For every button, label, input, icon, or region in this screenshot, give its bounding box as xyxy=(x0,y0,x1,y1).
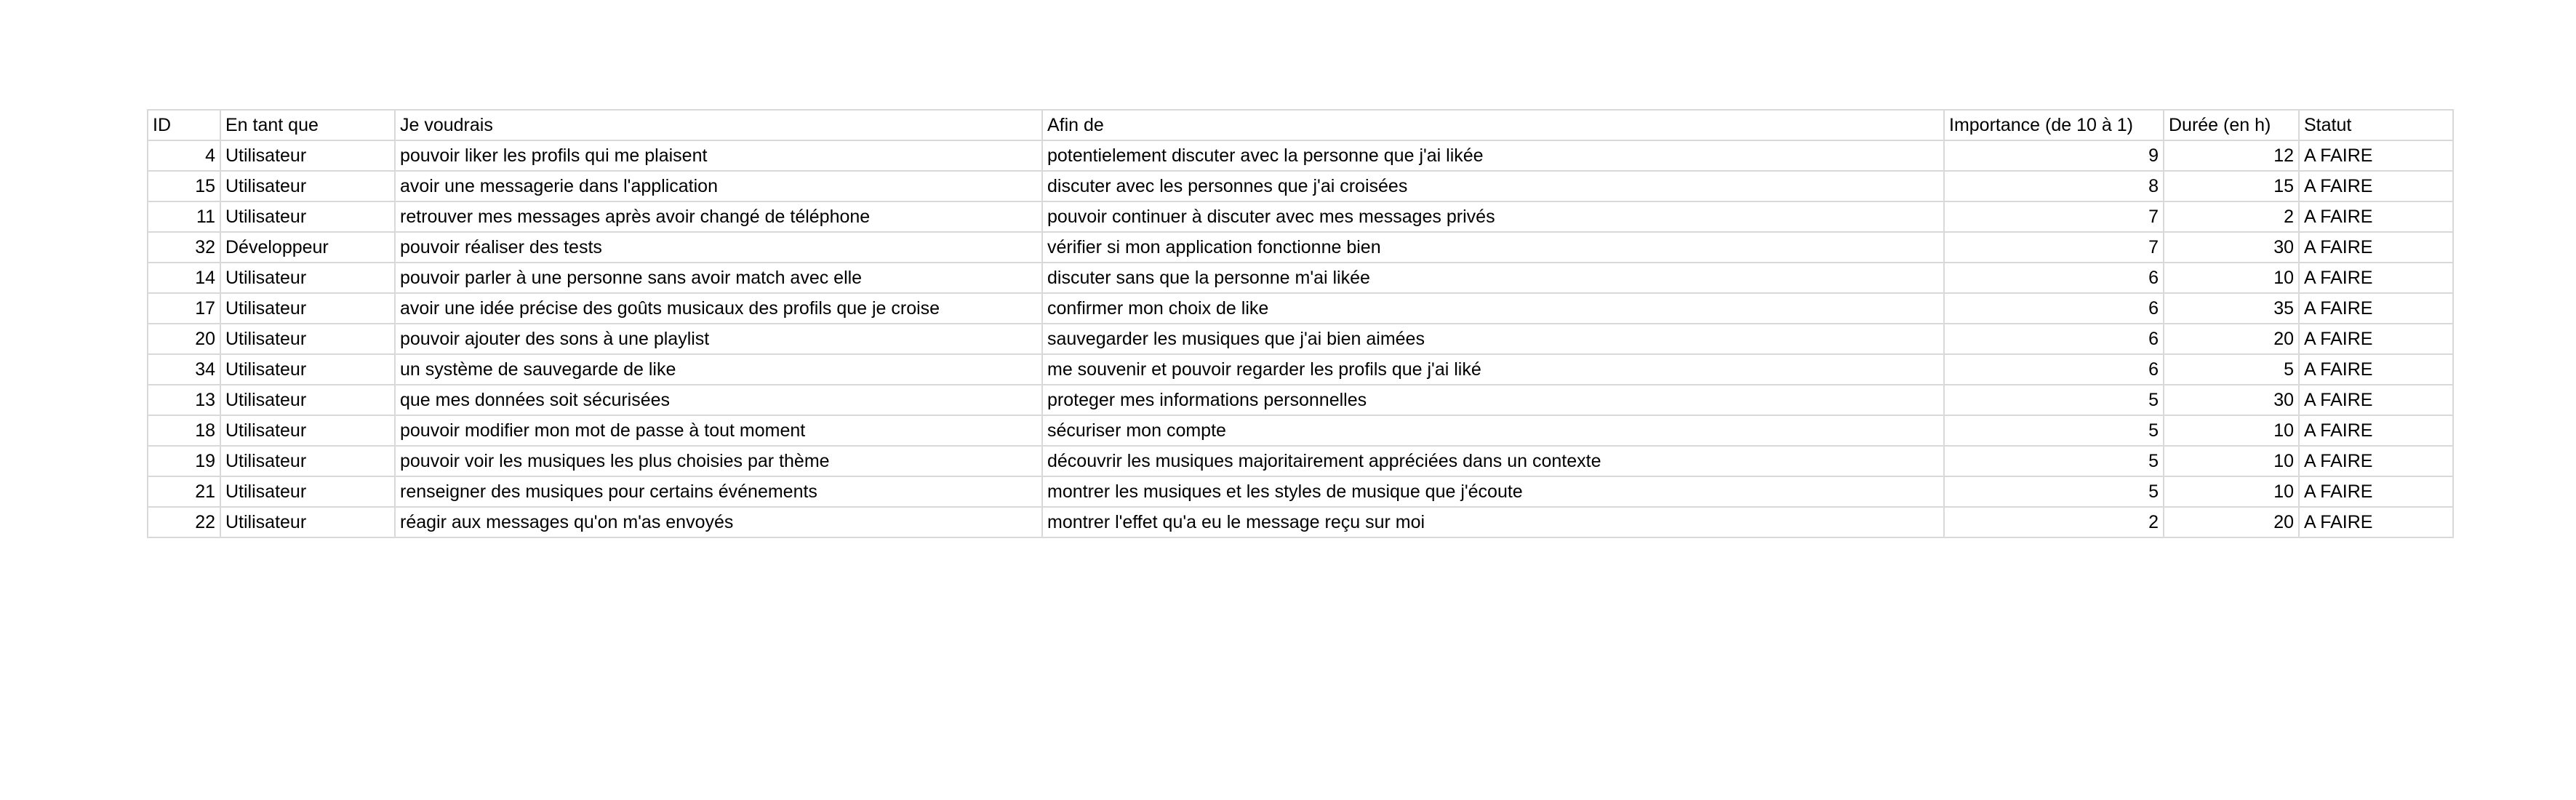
cell-role[interactable]: Utilisateur xyxy=(220,324,395,354)
cell-id[interactable]: 34 xyxy=(148,354,220,385)
cell-id[interactable]: 19 xyxy=(148,446,220,476)
cell-role[interactable]: Utilisateur xyxy=(220,140,395,171)
cell-want[interactable]: renseigner des musiques pour certains événements xyxy=(395,476,1042,507)
cell-status[interactable]: A FAIRE xyxy=(2299,171,2453,201)
cell-id[interactable]: 4 xyxy=(148,140,220,171)
cell-want[interactable]: avoir une messagerie dans l'application xyxy=(395,171,1042,201)
cell-goal[interactable]: me souvenir et pouvoir regarder les profils que j'ai liké xyxy=(1042,354,1944,385)
cell-importance[interactable]: 2 xyxy=(1944,507,2164,537)
cell-importance[interactable]: 6 xyxy=(1944,263,2164,293)
cell-role[interactable]: Utilisateur xyxy=(220,385,395,415)
cell-status[interactable]: A FAIRE xyxy=(2299,385,2453,415)
cell-duration[interactable]: 10 xyxy=(2164,415,2299,446)
cell-id[interactable]: 17 xyxy=(148,293,220,324)
cell-want[interactable]: avoir une idée précise des goûts musicaux des profils que je croise xyxy=(395,293,1042,324)
cell-want[interactable]: pouvoir voir les musiques les plus choisies par thème xyxy=(395,446,1042,476)
column-header-je-voudrais[interactable]: Je voudrais xyxy=(395,110,1042,140)
cell-importance[interactable]: 5 xyxy=(1944,476,2164,507)
cell-duration[interactable]: 35 xyxy=(2164,293,2299,324)
cell-want[interactable]: retrouver mes messages après avoir changé de téléphone xyxy=(395,201,1042,232)
cell-goal[interactable]: découvrir les musiques majoritairement appréciées dans un contexte xyxy=(1042,446,1944,476)
cell-role[interactable]: Utilisateur xyxy=(220,171,395,201)
cell-id[interactable]: 18 xyxy=(148,415,220,446)
cell-importance[interactable]: 5 xyxy=(1944,385,2164,415)
cell-duration[interactable]: 30 xyxy=(2164,385,2299,415)
cell-duration[interactable]: 10 xyxy=(2164,476,2299,507)
cell-status[interactable]: A FAIRE xyxy=(2299,324,2453,354)
cell-goal[interactable]: sécuriser mon compte xyxy=(1042,415,1944,446)
cell-duration[interactable]: 5 xyxy=(2164,354,2299,385)
table-body xyxy=(148,140,2453,537)
cell-duration[interactable]: 10 xyxy=(2164,446,2299,476)
cell-want[interactable]: pouvoir modifier mon mot de passe à tout moment xyxy=(395,415,1042,446)
cell-status[interactable]: A FAIRE xyxy=(2299,232,2453,263)
table-row xyxy=(148,140,2453,171)
column-header-id[interactable]: ID xyxy=(148,110,220,140)
cell-id[interactable]: 14 xyxy=(148,263,220,293)
table-row xyxy=(148,232,2453,263)
cell-importance[interactable]: 8 xyxy=(1944,171,2164,201)
cell-status[interactable]: A FAIRE xyxy=(2299,354,2453,385)
cell-role[interactable]: Utilisateur xyxy=(220,446,395,476)
cell-goal[interactable]: confirmer mon choix de like xyxy=(1042,293,1944,324)
cell-id[interactable]: 15 xyxy=(148,171,220,201)
cell-importance[interactable]: 6 xyxy=(1944,324,2164,354)
cell-importance[interactable]: 6 xyxy=(1944,354,2164,385)
table-row xyxy=(148,385,2453,415)
cell-importance[interactable]: 9 xyxy=(1944,140,2164,171)
table-row xyxy=(148,263,2453,293)
cell-want[interactable]: pouvoir ajouter des sons à une playlist xyxy=(395,324,1042,354)
cell-importance[interactable]: 5 xyxy=(1944,415,2164,446)
cell-role[interactable]: Développeur xyxy=(220,232,395,263)
cell-status[interactable]: A FAIRE xyxy=(2299,446,2453,476)
table-row xyxy=(148,446,2453,476)
cell-want[interactable]: que mes données soit sécurisées xyxy=(395,385,1042,415)
cell-goal[interactable]: potentielement discuter avec la personne que j'ai likée xyxy=(1042,140,1944,171)
cell-role[interactable]: Utilisateur xyxy=(220,476,395,507)
cell-role[interactable]: Utilisateur xyxy=(220,201,395,232)
column-header-en-tant-que[interactable]: En tant que xyxy=(220,110,395,140)
header-row xyxy=(148,110,2453,140)
table-row xyxy=(148,415,2453,446)
cell-want[interactable]: pouvoir parler à une personne sans avoir match avec elle xyxy=(395,263,1042,293)
cell-role[interactable]: Utilisateur xyxy=(220,293,395,324)
cell-duration[interactable]: 2 xyxy=(2164,201,2299,232)
cell-goal[interactable]: sauvegarder les musiques que j'ai bien aimées xyxy=(1042,324,1944,354)
cell-importance[interactable]: 7 xyxy=(1944,201,2164,232)
cell-status[interactable]: A FAIRE xyxy=(2299,263,2453,293)
cell-goal[interactable]: discuter avec les personnes que j'ai croisées xyxy=(1042,171,1944,201)
cell-want[interactable]: pouvoir liker les profils qui me plaisent xyxy=(395,140,1042,171)
cell-goal[interactable]: montrer les musiques et les styles de musique que j'écoute xyxy=(1042,476,1944,507)
table-row xyxy=(148,476,2453,507)
cell-duration[interactable]: 20 xyxy=(2164,507,2299,537)
cell-status[interactable]: A FAIRE xyxy=(2299,507,2453,537)
cell-want[interactable]: pouvoir réaliser des tests xyxy=(395,232,1042,263)
cell-goal[interactable]: montrer l'effet qu'a eu le message reçu sur moi xyxy=(1042,507,1944,537)
cell-status[interactable]: A FAIRE xyxy=(2299,201,2453,232)
cell-duration[interactable]: 20 xyxy=(2164,324,2299,354)
cell-duration[interactable]: 10 xyxy=(2164,263,2299,293)
cell-goal[interactable]: proteger mes informations personnelles xyxy=(1042,385,1944,415)
cell-id[interactable]: 21 xyxy=(148,476,220,507)
cell-duration[interactable]: 15 xyxy=(2164,171,2299,201)
table-row xyxy=(148,507,2453,537)
cell-duration[interactable]: 30 xyxy=(2164,232,2299,263)
cell-status[interactable]: A FAIRE xyxy=(2299,293,2453,324)
cell-duration[interactable]: 12 xyxy=(2164,140,2299,171)
cell-status[interactable]: A FAIRE xyxy=(2299,476,2453,507)
cell-want[interactable]: réagir aux messages qu'on m'as envoyés xyxy=(395,507,1042,537)
cell-role[interactable]: Utilisateur xyxy=(220,263,395,293)
column-header-importance[interactable]: Importance (de 10 à 1) xyxy=(1944,110,2164,140)
cell-goal[interactable]: discuter sans que la personne m'ai likée xyxy=(1042,263,1944,293)
column-header-duree[interactable]: Durée (en h) xyxy=(2164,110,2299,140)
cell-goal[interactable]: pouvoir continuer à discuter avec mes messages privés xyxy=(1042,201,1944,232)
cell-importance[interactable]: 5 xyxy=(1944,446,2164,476)
cell-id[interactable]: 22 xyxy=(148,507,220,537)
cell-want[interactable]: un système de sauvegarde de like xyxy=(395,354,1042,385)
cell-id[interactable]: 32 xyxy=(148,232,220,263)
user-stories-table xyxy=(147,109,2454,538)
table-row xyxy=(148,354,2453,385)
column-header-afin-de[interactable]: Afin de xyxy=(1042,110,1944,140)
cell-status[interactable]: A FAIRE xyxy=(2299,415,2453,446)
table-row xyxy=(148,201,2453,232)
cell-role[interactable]: Utilisateur xyxy=(220,354,395,385)
cell-importance[interactable]: 6 xyxy=(1944,293,2164,324)
cell-role[interactable]: Utilisateur xyxy=(220,507,395,537)
table-row xyxy=(148,324,2453,354)
table-row xyxy=(148,293,2453,324)
cell-status[interactable]: A FAIRE xyxy=(2299,140,2453,171)
cell-importance[interactable]: 7 xyxy=(1944,232,2164,263)
column-header-statut[interactable]: Statut xyxy=(2299,110,2453,140)
cell-role[interactable]: Utilisateur xyxy=(220,415,395,446)
cell-id[interactable]: 20 xyxy=(148,324,220,354)
table-row xyxy=(148,171,2453,201)
cell-id[interactable]: 11 xyxy=(148,201,220,232)
cell-id[interactable]: 13 xyxy=(148,385,220,415)
cell-goal[interactable]: vérifier si mon application fonctionne bien xyxy=(1042,232,1944,263)
